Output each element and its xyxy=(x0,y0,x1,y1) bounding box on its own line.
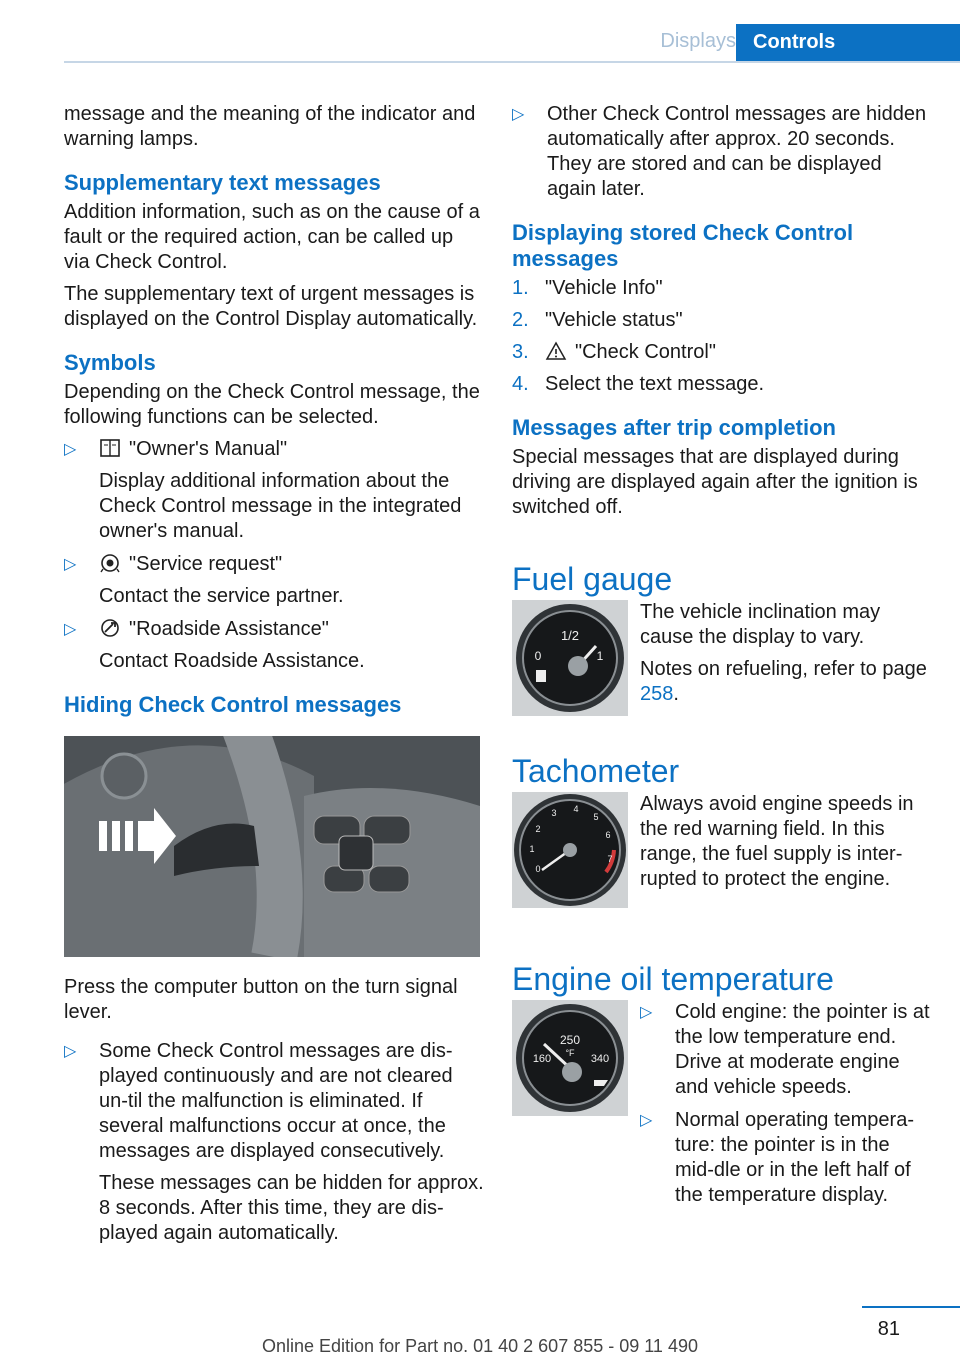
fuel-gauge-dial xyxy=(512,600,628,716)
steering-wheel-photo xyxy=(64,736,480,957)
step-number: 2. xyxy=(512,309,529,331)
tachometer-section xyxy=(512,792,932,908)
bullet-triangle-icon: ▷ xyxy=(640,1004,653,1021)
supp-paragraph-1: Addition information, such as on the cause of a fault or the required action, can be called up via Check Control. xyxy=(64,201,480,273)
symbol-desc-owners-manual: Display additional information about the Check Control message in the integrated owner's manual. xyxy=(99,470,462,542)
symbols-paragraph: Depending on the Check Control message, the following functions can be selected. xyxy=(64,381,480,428)
bullet-triangle-icon: ▷ xyxy=(640,1112,653,1129)
symbol-desc-service-request: Contact the service partner. xyxy=(99,585,344,607)
hiding-item-other-text: Other Check Control messages are hidden automatically after approx. 20 seconds. They are stored and can be displayed again later. xyxy=(547,103,927,200)
edition-footer: Online Edition for Part no. 01 40 2 607 855 - 09 11 490 xyxy=(262,1336,698,1356)
step-item xyxy=(512,276,932,301)
warning-triangle-icon xyxy=(545,341,567,361)
fuel-paragraph-2-text: Notes on refueling, refer to page xyxy=(640,658,927,680)
symbol-title-service-request: "Service request" xyxy=(129,553,283,575)
tachometer-tick-7: 7 xyxy=(607,854,613,864)
tachometer-dial xyxy=(512,792,628,908)
intro-paragraph: message and the meaning of the indicator and warning lamps. xyxy=(64,103,476,150)
fuel-gauge-half-label: 1/2 xyxy=(560,628,580,643)
oil-item-normal-text: Normal operating tempera‐ture: the pointer is in the mid‐dle or in the left half of the temperature display. xyxy=(675,1109,914,1206)
supp-paragraph-2: The supplementary text of urgent messages is displayed on the Control Display automatically. xyxy=(64,283,478,330)
fuel-gauge-image xyxy=(512,600,628,716)
oil-gauge-high-label: 340 xyxy=(590,1053,610,1065)
hiding-item-paragraph-1: Some Check Control messages are dis‐played continuously and are not cleared un‐til the malfunction is eliminated. If several malfunctions occur at once, the messages are displayed consecutively. xyxy=(99,1040,453,1162)
heading-hiding-check-control: Hiding Check Control messages xyxy=(64,692,402,717)
tachometer-tick-3: 3 xyxy=(551,808,557,818)
symbol-title-roadside-assistance: "Roadside Assistance" xyxy=(129,618,329,640)
step-text: "Check Control" xyxy=(575,341,716,363)
fuel-paragraph-2-end: . xyxy=(673,683,679,705)
fuel-gauge-section xyxy=(512,600,932,716)
oil-gauge-low-label: 160 xyxy=(532,1053,552,1065)
oil-gauge-mid-label: 250 xyxy=(559,1033,581,1047)
symbol-item-roadside-assistance xyxy=(64,617,484,674)
tachometer-text xyxy=(640,792,932,908)
hiding-item-paragraph-2: These messages can be hidden for approx. 8 seconds. After this time, they are dis‐played again automatically. xyxy=(99,1172,484,1244)
section-tab-controls[interactable]: Controls xyxy=(736,24,960,62)
step-item xyxy=(512,372,932,397)
heading-supplementary-text: Supplementary text messages xyxy=(64,170,381,195)
page-link-258[interactable]: 258 xyxy=(640,683,674,705)
page-header xyxy=(0,0,960,62)
left-column xyxy=(64,102,484,1254)
heading-tachometer: Tachometer xyxy=(512,753,680,789)
photo-caption: Press the computer button on the turn signal lever. xyxy=(64,976,458,1023)
step-text: Select the text message. xyxy=(545,373,765,395)
oil-temperature-image xyxy=(512,1000,628,1116)
oil-item-cold xyxy=(640,1000,932,1100)
tachometer-tick-5: 5 xyxy=(593,812,599,822)
steering-wheel-illustration xyxy=(64,736,480,957)
fuel-paragraph-2 xyxy=(640,657,932,707)
symbol-item-service-request xyxy=(64,552,484,609)
footer-rule xyxy=(862,1306,960,1308)
symbol-title-owners-manual: "Owner's Manual" xyxy=(129,438,288,460)
page-number: 81 xyxy=(877,1318,900,1340)
bullet-triangle-icon: ▷ xyxy=(512,106,525,123)
fuel-paragraph-1: The vehicle inclination may cause the display to vary. xyxy=(640,601,881,648)
oil-item-normal xyxy=(640,1108,932,1208)
step-number: 1. xyxy=(512,277,529,299)
section-tab-displays[interactable]: Displays xyxy=(660,30,736,52)
tachometer-tick-4: 4 xyxy=(573,804,579,814)
step-number: 4. xyxy=(512,373,529,395)
right-column xyxy=(512,102,932,1216)
bullet-triangle-icon: ▷ xyxy=(64,556,77,573)
oil-gauge-unit-label: °F xyxy=(565,1048,575,1058)
heading-engine-oil-temperature: Engine oil temperature xyxy=(512,961,834,997)
tachometer-tick-6: 6 xyxy=(605,830,611,840)
heading-messages-after-trip: Messages after trip completion xyxy=(512,415,836,440)
tachometer-tick-0: 0 xyxy=(535,864,541,874)
fuel-gauge-empty-label: 0 xyxy=(534,649,542,663)
header-rule xyxy=(64,61,960,63)
trip-paragraph: Special messages that are displayed during driving are displayed again after the ignition is switched off. xyxy=(512,446,918,518)
roadside-assistance-icon xyxy=(99,618,121,638)
heading-fuel-gauge: Fuel gauge xyxy=(512,561,673,597)
bullet-triangle-icon: ▷ xyxy=(64,1043,77,1060)
heading-displaying-stored: Displaying stored Check Control messages xyxy=(512,220,854,271)
step-item xyxy=(512,308,932,333)
bullet-triangle-icon: ▷ xyxy=(64,621,77,638)
oil-item-cold-text: Cold engine: the pointer is at the low temperature end. Drive at moderate engine and vehicle speeds. xyxy=(675,1001,930,1098)
symbol-desc-roadside-assistance: Contact Roadside Assistance. xyxy=(99,650,365,672)
tachometer-paragraph: Always avoid engine speeds in the red warning field. In this range, the fuel supply is inter‐rupted to protect the engine. xyxy=(640,793,914,890)
tachometer-tick-1: 1 xyxy=(529,844,535,854)
fuel-gauge-text xyxy=(640,600,932,716)
tachometer-image xyxy=(512,792,628,908)
step-text: "Vehicle status" xyxy=(545,309,683,331)
fuel-gauge-full-label: 1 xyxy=(596,649,604,663)
oil-temperature-dial xyxy=(512,1000,628,1116)
heading-symbols: Symbols xyxy=(64,350,156,375)
symbol-item-owners-manual xyxy=(64,437,484,544)
step-text: "Vehicle Info" xyxy=(545,277,663,299)
hiding-item-continuous xyxy=(64,1039,484,1246)
step-item xyxy=(512,340,932,365)
book-icon xyxy=(99,438,121,458)
bmw-service-icon xyxy=(99,553,121,573)
oil-temperature-text xyxy=(640,1000,932,1216)
oil-temperature-section xyxy=(512,1000,932,1216)
bullet-triangle-icon: ▷ xyxy=(64,441,77,458)
tachometer-tick-2: 2 xyxy=(535,824,541,834)
step-number: 3. xyxy=(512,341,529,363)
hiding-item-other xyxy=(512,102,932,202)
